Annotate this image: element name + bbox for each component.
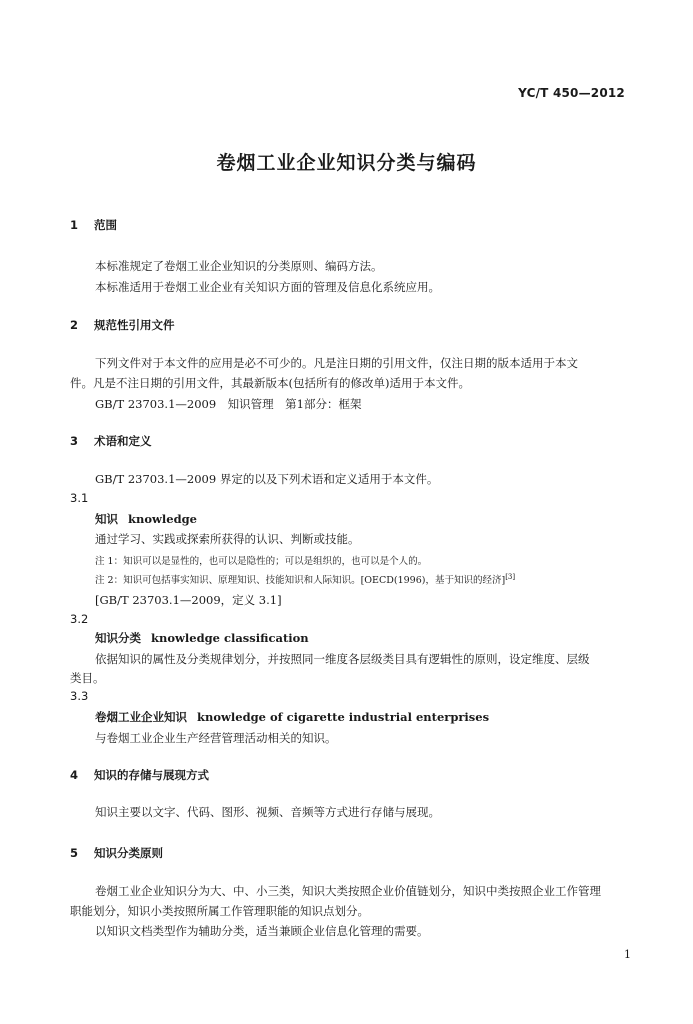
reference-entry: GB/T 23703.1—2009 知识管理 第1部分：框架: [95, 397, 362, 411]
paragraph: 以知识文档类型作为辅助分类，适当兼顾企业信息化管理的需要。: [95, 924, 429, 938]
paragraph-line: 卷烟工业企业知识分为大、中、小三类，知识大类按照企业价值链划分，知识中类按照企业工作管理: [95, 884, 601, 898]
section-number: 2: [70, 318, 79, 332]
term-heading: [95, 511, 197, 527]
note-text: 注 2：知识可包括事实知识、原理知识、技能知识和人际知识。[OECD(1996)，基于知识的经济]: [95, 575, 506, 586]
section-title: 规范性引用文件: [94, 318, 175, 332]
term-number: 3.3: [70, 689, 89, 703]
term-source: [GB/T 23703.1—2009，定义 3.1]: [95, 593, 282, 607]
paragraph: GB/T 23703.1—2009 界定的以及下列术语和定义适用于本文件。: [95, 472, 439, 486]
section-heading-storage: [70, 767, 209, 783]
section-heading-scope: [70, 217, 117, 233]
term-number: 3.1: [70, 491, 89, 505]
note: 注 1：知识可以是显性的，也可以是隐性的；可以是组织的，也可以是个人的。: [95, 556, 428, 567]
section-heading-normative-references: [70, 317, 175, 333]
paragraph-line: 下列文件对于本文件的应用是必不可少的。凡是注日期的引用文件，仅注日期的版本适用于本文: [95, 356, 578, 370]
page-number: 1: [624, 948, 631, 961]
term-en: knowledge classification: [151, 631, 309, 645]
section-title: 范围: [94, 218, 117, 232]
term-definition-line: 依据知识的属性及分类规律划分，并按照同一维度各层级类目具有逻辑性的原则，设定维度、层级: [95, 652, 590, 666]
term-heading: [95, 630, 309, 646]
paragraph: 本标准适用于卷烟工业企业有关知识方面的管理及信息化系统应用。: [95, 280, 440, 294]
term-en: knowledge of cigarette industrial enterprises: [197, 710, 490, 724]
term-definition: 与卷烟工业企业生产经营管理活动相关的知识。: [95, 731, 337, 745]
section-title: 术语和定义: [94, 434, 152, 448]
section-number: 3: [70, 434, 79, 448]
paragraph-line: 件。凡是不注日期的引用文件，其最新版本(包括所有的修改单)适用于本文件。: [70, 376, 470, 390]
term-cn: 知识分类: [95, 631, 141, 645]
paragraph: 本标准规定了卷烟工业企业知识的分类原则、编码方法。: [95, 259, 383, 273]
note: [95, 572, 515, 586]
standard-code: YC/T 450—2012: [518, 86, 625, 100]
paragraph: 知识主要以文字、代码、图形、视频、音频等方式进行存储与展现。: [95, 805, 440, 819]
term-number: 3.2: [70, 612, 89, 626]
citation-superscript: [3]: [505, 572, 516, 581]
section-heading-classification-principles: [70, 845, 163, 861]
paragraph-line: 职能划分，知识小类按照所属工作管理职能的知识点划分。: [70, 904, 369, 918]
term-definition: 通过学习、实践或探索所获得的认识、判断或技能。: [95, 532, 360, 546]
term-definition-line: 类目。: [70, 671, 105, 685]
document-title: 卷烟工业企业知识分类与编码: [216, 152, 477, 174]
section-number: 5: [70, 846, 79, 860]
term-cn: 知识: [95, 512, 118, 526]
section-number: 1: [70, 218, 79, 232]
term-cn: 卷烟工业企业知识: [95, 710, 187, 724]
section-heading-terms: [70, 433, 152, 449]
section-title: 知识的存储与展现方式: [94, 768, 209, 782]
section-title: 知识分类原则: [94, 846, 163, 860]
term-heading: [95, 709, 489, 725]
term-en: knowledge: [128, 512, 197, 526]
section-number: 4: [70, 768, 79, 782]
